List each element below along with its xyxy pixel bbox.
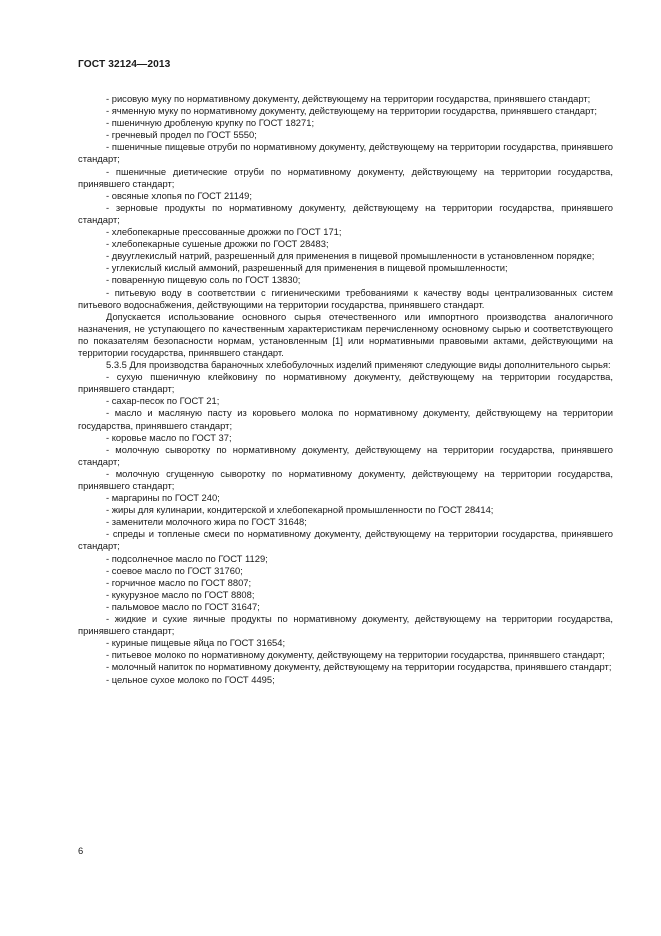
list-item: - питьевое молоко по нормативному документу, действующему на территории государства, принявшего стандарт; bbox=[106, 649, 605, 661]
list-item: - зерновые продукты по нормативному документу, действующему на территории государства, принявшего стандарт; bbox=[78, 201, 613, 225]
list-item: - пшеничные пищевые отруби по нормативному документу, действующему на территории государства, принявшего стандарт; bbox=[78, 141, 613, 165]
list-item: - цельное сухое молоко по ГОСТ 4495; bbox=[106, 673, 275, 685]
list-item: - овсяные хлопья по ГОСТ 21149; bbox=[106, 189, 252, 201]
list-item: - хлебопекарные прессованные дрожжи по ГОСТ 171; bbox=[106, 226, 342, 238]
list-item: - хлебопекарные сушеные дрожжи по ГОСТ 28483; bbox=[106, 238, 329, 250]
list-item: - жидкие и сухие яичные продукты по нормативному документу, действующему на территории государства, принявшего стандарт; bbox=[78, 613, 613, 637]
list-item: - подсолнечное масло по ГОСТ 1129; bbox=[106, 552, 268, 564]
list-item: - поваренную пищевую соль по ГОСТ 13830; bbox=[106, 274, 301, 286]
list-item: - кукурузное масло по ГОСТ 8808; bbox=[106, 588, 255, 600]
list-item: - молочный напиток по нормативному документу, действующему на территории государства, принявшего стандарт; bbox=[106, 661, 612, 673]
page-number: 6 bbox=[78, 845, 84, 856]
list-item: - ячменную муку по нормативному документу, действующему на территории государства, принявшего стандарт; bbox=[106, 105, 597, 117]
list-item: - сахар-песок по ГОСТ 21; bbox=[106, 395, 220, 407]
body-paragraph: Допускается использование основного сырья отечественного или импортного производства аналогичного назначения, не уступающего по качественным характеристикам перечисленному основному сырью и соответствующего по показателям безопасности нормам, установленным [1] или нормативными правовыми актами, действующими на территории государства, принявшего стандарт. bbox=[78, 310, 613, 358]
list-item: - маргарины по ГОСТ 240; bbox=[106, 492, 220, 504]
list-item: - сухую пшеничную клейковину по нормативному документу, действующему на территории государства, принявшего стандарт; bbox=[78, 371, 613, 395]
list-item: - молочную сгущенную сыворотку по нормативному документу, действующему на территории государства, принявшего стандарт; bbox=[78, 467, 613, 491]
list-item: - горчичное масло по ГОСТ 8807; bbox=[106, 576, 252, 588]
list-item: - спреды и топленые смеси по нормативному документу, действующему на территории государства, принявшего стандарт; bbox=[78, 528, 613, 552]
list-item: - пшеничные диетические отруби по нормативному документу, действующему на территории государства, принявшего стандарт; bbox=[78, 165, 613, 189]
document-body bbox=[78, 93, 613, 686]
list-item: - молочную сыворотку по нормативному документу, действующему на территории государства, принявшего стандарт; bbox=[78, 443, 613, 467]
list-item: - соевое масло по ГОСТ 31760; bbox=[106, 564, 243, 576]
section-paragraph: 5.3.5 Для производства бараночных хлебобулочных изделий применяют следующие виды дополнительного сырья: bbox=[106, 359, 611, 371]
list-item: - гречневый продел по ГОСТ 5550; bbox=[106, 129, 257, 141]
list-item: - пальмовое масло по ГОСТ 31647; bbox=[106, 600, 260, 612]
list-item: - углекислый кислый аммоний, разрешенный для применения в пищевой промышленности; bbox=[106, 262, 508, 274]
list-item: - заменители молочного жира по ГОСТ 31648; bbox=[106, 516, 307, 528]
document-header: ГОСТ 32124—2013 bbox=[78, 59, 171, 70]
list-item: - жиры для кулинарии, кондитерской и хлебопекарной промышленности по ГОСТ 28414; bbox=[106, 504, 494, 516]
list-item: - двууглекислый натрий, разрешенный для применения в пищевой промышленности в установленном порядке; bbox=[106, 250, 595, 262]
list-item: - куриные пищевые яйца по ГОСТ 31654; bbox=[106, 637, 286, 649]
list-item: - питьевую воду в соответствии с гигиеническими требованиями к качеству воды централизованных систем питьевого водоснабжения, действующими на территории государства, принявшего стандарт. bbox=[78, 286, 613, 310]
list-item: - рисовую муку по нормативному документу, действующему на территории государства, принявшего стандарт; bbox=[106, 93, 591, 104]
list-item: - масло и масляную пасту из коровьего молока по нормативному документу, действующему на территории государства, принявшего стандарт; bbox=[78, 407, 613, 431]
list-item: - коровье масло по ГОСТ 37; bbox=[106, 431, 232, 443]
list-item: - пшеничную дробленую крупку по ГОСТ 18271; bbox=[106, 117, 315, 129]
